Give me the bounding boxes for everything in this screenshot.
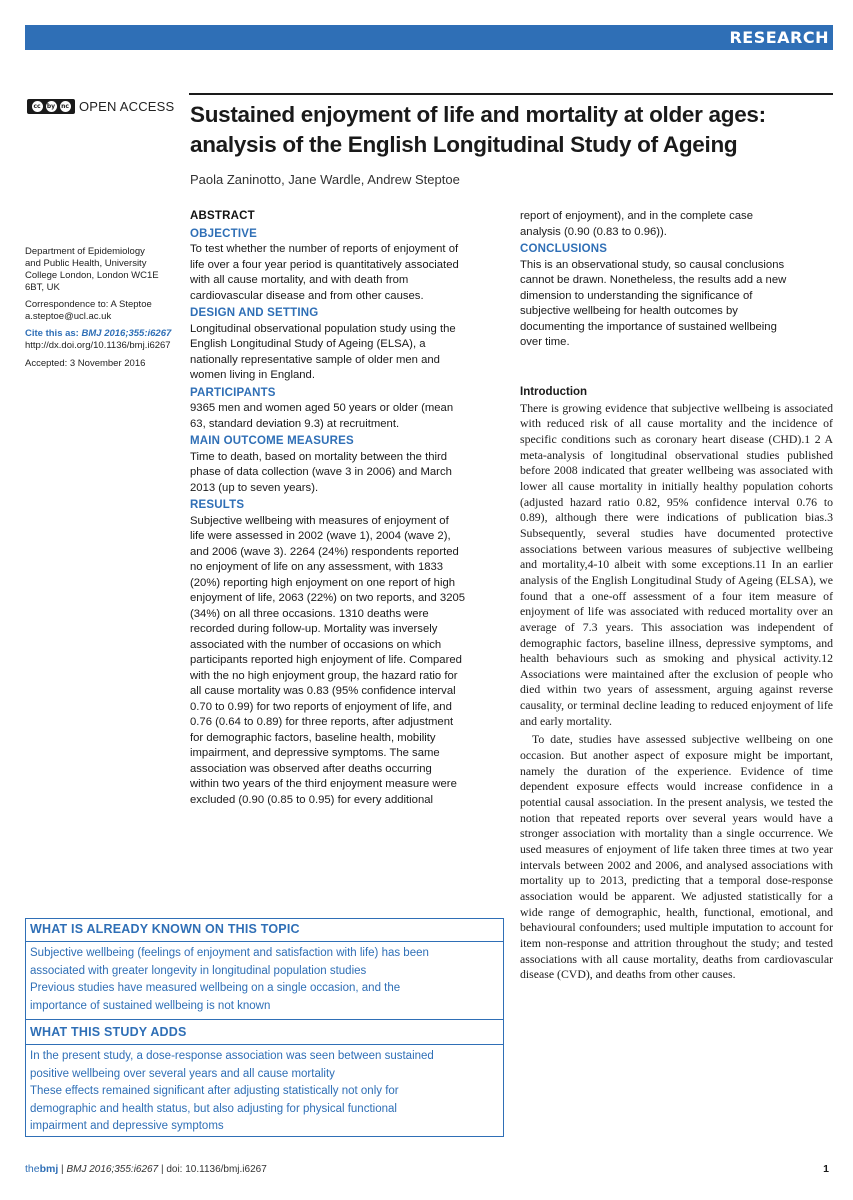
article-sidebar — [25, 246, 175, 375]
design-heading: DESIGN AND SETTING — [190, 307, 319, 319]
participants-text: 9365 men and women aged 50 years or older (mean 63, standard deviation 9.3) at recruitment. — [190, 402, 454, 430]
objective-heading: OBJECTIVE — [190, 227, 257, 240]
already-known-heading: WHAT IS ALREADY KNOWN ON THIS TOPIC — [30, 922, 300, 936]
summary-box — [25, 918, 504, 1137]
outcome-text: Time to death, based on mortality between the third phase of data collection (wave 3 in 2006) and March 2013 (up to seven years). — [190, 450, 452, 494]
section-banner — [25, 25, 833, 50]
abstract-column-2 — [520, 209, 833, 353]
abstract-title: ABSTRACT — [190, 210, 255, 222]
box-divider — [26, 1044, 503, 1045]
list-item: Previous studies have measured wellbeing on a single occasion, and the importance of sustained wellbeing is not known — [30, 982, 401, 1012]
footer-doi: | doi: 10.1136/bmj.i6267 — [158, 1164, 267, 1175]
list-item: In the present study, a dose-response association was seen between sustained positive wellbeing over several years and all cause mortality — [30, 1050, 434, 1080]
page-footer: thebmj | BMJ 2016;355:i6267 | doi: 10.1136/bmj.i6267 1 — [25, 1163, 829, 1175]
correspondence: Correspondence to: A Steptoe a.steptoe@ucl.ac.uk — [25, 299, 152, 322]
journal-logo: thebmj — [25, 1163, 59, 1175]
objective-text: To test whether the number of reports of enjoyment of life over a four year period is quantitatively associated with all cause mortality, and with death from cardiovascular disease and from other causes. — [190, 243, 459, 302]
accepted-date: Accepted: 3 November 2016 — [25, 358, 146, 369]
results-heading: RESULTS — [190, 499, 245, 511]
introduction-heading: Introduction — [520, 386, 588, 398]
open-access-label: OPEN ACCESS — [79, 98, 175, 114]
conclusions-text: This is an observational study, so causal conclusions cannot be drawn. Nonetheless, the results add a new dimension to understanding the significance of subjective wellbeing for health outcomes by documenting the importance of sustained wellbeing over time. — [520, 258, 787, 348]
results-text: Subjective wellbeing with measures of enjoyment of life were assessed in 2002 (wave 1), 2004 (wave 2), and 2006 (wave 3). 2264 (24%) respondents reported no enjoyment of life on any assessment, with 1833 (20%) reporting high enjoyment on one report of high enjoyment of life, 2063 (22%) on two reports, and 3205 (34%) on all three occasions. 1310 deaths were recorded during follow-up. Mortality was inversely associated with the number of occasions on which participants reported high enjoyment of life. Compared with the no high enjoyment group, the hazard ratio for all cause mortality was 0.83 (95% confidence interval 0.70 to 0.99) for two reports of enjoyment of life, and 0.76 (0.64 to 0.89) for three reports, after adjustment for demographic factors, baseline health, mobility impairment, and depressive symptoms. The same association was observed after deaths occurring within two years of the third enjoyment measure were excluded (0.90 (0.85 to 0.95) for every additional — [190, 514, 466, 806]
creative-commons-icon: cc by nc — [27, 99, 75, 114]
study-adds-list — [30, 1048, 498, 1136]
open-access-badge — [27, 97, 174, 115]
participants-heading: PARTICIPANTS — [190, 386, 276, 399]
design-text: Longitudinal observational population study using the English Longitudinal Study of Ageing (ELSA), a nationally representative sample of older men and women living in England. — [190, 322, 456, 381]
introduction-paragraph-2: To date, studies have assessed subjective wellbeing on one occasion. But another aspect of exposure might be important, namely the duration of the experience. Evidence of time dependent exposure effects would increase confidence in a potential causal association. In the present analysis, we tested the notion that repeated reports over several years would have a stronger association with mortality than a single occurrence. We used measures of enjoyment of life taken three times at two year intervals between 2002 and 2006, and analysed associations with mortality up to 2013, predicting that a temporal dose-response association would be apparent. We adjusted statistically for a wide range of demographic, health, functional, emotional, and behavioural confounders; used multiple imputation to account for item non-response and attrition throughout the study; and tested associations with all cause mortality, deaths from cardiovascular disease (CVD), and deaths from other causes. — [520, 732, 833, 982]
results-text-continued: report of enjoyment), and in the complete case analysis (0.90 (0.83 to 0.96)). — [520, 210, 753, 238]
section-label: RESEARCH — [729, 28, 829, 47]
introduction-section — [520, 385, 833, 983]
page-number: 1 — [823, 1163, 829, 1175]
doi-link[interactable]: http://dx.doi.org/10.1136/bmj.i6267 — [25, 340, 171, 351]
outcome-heading: MAIN OUTCOME MEASURES — [190, 435, 354, 447]
article-title: Sustained enjoyment of life and mortality at older ages: analysis of the English Longitudinal Study of Ageing — [190, 102, 766, 157]
already-known-list — [30, 945, 498, 1015]
author-list: Paola Zaninotto, Jane Wardle, Andrew Steptoe — [190, 172, 460, 187]
correspondence-email[interactable]: a.steptoe@ucl.ac.uk — [25, 311, 112, 322]
box-divider — [26, 941, 503, 942]
list-item: Subjective wellbeing (feelings of enjoyment and satisfaction with life) has been associated with greater longevity in longitudinal population studies — [30, 947, 429, 977]
list-item: These effects remained significant after adjusting statistically not only for demographic and health status, but also adjusting for physical functional impairment and depressive symptoms — [30, 1085, 399, 1132]
footer-citation: BMJ 2016;355:i6267 — [66, 1164, 159, 1175]
abstract-column-1 — [190, 209, 502, 810]
box-divider — [26, 1019, 503, 1020]
introduction-paragraph-1: There is growing evidence that subjective wellbeing is associated with reduced risk of all cause mortality and the incidence of specific conditions such as coronary heart disease (CHD).1 2 A meta-analysis of longitudinal observational studies published before 2008 indicated that greater wellbeing was associated with lower all cause mortality in initially healthy population cohorts (adjusted hazard ratio 0.82, 95% confidence interval 0.76 to 0.89), although there were indications of publication bias.3 Subsequently, several studies have documented protective associations between various measures of subjective wellbeing and mortality,4-10 albeit with some exceptions.11 In an earlier analysis of the English Longitudinal Study of Ageing (ELSA), we found that a one-off assessment of a four item measure of enjoyment of life was associated with reduced mortality over an average of 7.3 years. This association was independent of demographic factors, baseline illness, depressive symptoms, and health behaviours such as smoking and physical activity.12 Associations were maintained after the exclusion of people who died within two years of assessment, arguing against reverse causality, or terminal decline leading to reduced enjoyment of life and early mortality. — [520, 400, 833, 728]
title-rule — [189, 93, 833, 95]
study-adds-heading: WHAT THIS STUDY ADDS — [30, 1025, 187, 1039]
conclusions-heading: CONCLUSIONS — [520, 243, 608, 255]
citation: Cite this as: BMJ 2016;355:i6267 http://dx.doi.org/10.1136/bmj.i6267 — [25, 328, 172, 351]
affiliation: Department of Epidemiology and Public Health, University College London, London WC1E 6BT, UK — [25, 246, 159, 293]
